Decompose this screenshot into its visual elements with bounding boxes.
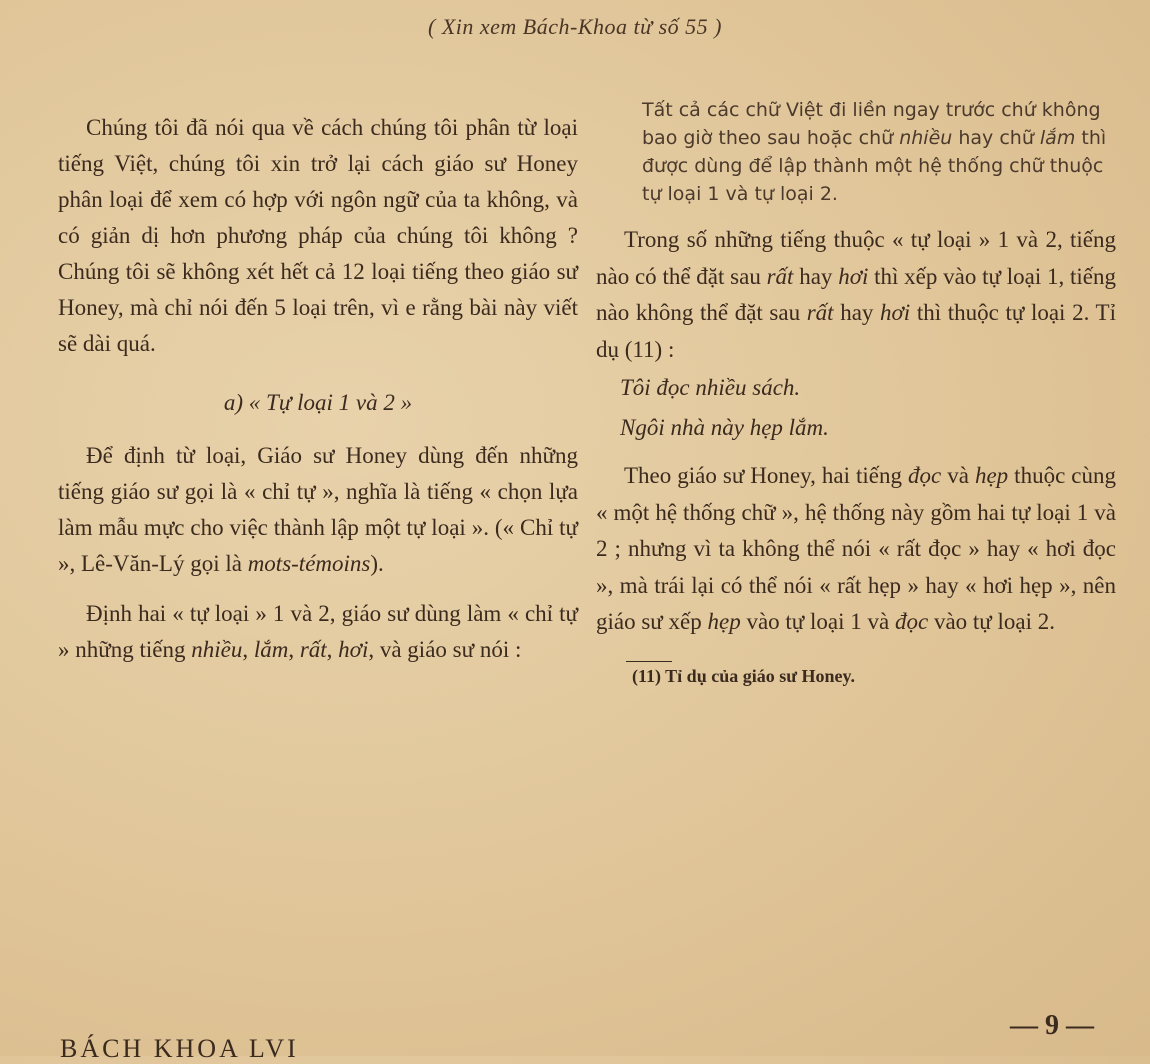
left-column (58, 110, 578, 668)
quotation-block: Tất cả các chữ Việt đi liền ngay trước chứ không bao giờ theo sau hoặc chữ nhiều hay chữ lắm thì được dùng để lập thành một hệ thống chữ thuộc tự loại 1 và tự loại 2. (642, 99, 1107, 205)
paragraph-trong-so: Trong số những tiếng thuộc « tự loại » 1 và 2, tiếng nào có thể đặt sau rất hay hơi thì xếp vào tự loại 1, tiếng nào không thể đặt sau rất hay hơi thì thuộc tự loại 2. Tỉ dụ (11) : (596, 227, 1117, 362)
footnote-rule (626, 661, 672, 662)
paragraph-theo-giao-su: Theo giáo sư Honey, hai tiếng đọc và hẹp thuộc cùng « một hệ thống chữ », hệ thống này gồm hai tự loại 1 và 2 ; nhưng vì ta không thể nói « rất đọc » hay « hơi đọc », mà trái lại có thể nói « rất hẹp » hay « hơi hẹp », nên giáo sư xếp hẹp vào tự loại 1 và đọc vào tự loại 2. (596, 463, 1116, 634)
footnote: (11) Tỉ dụ của giáo sư Honey. (632, 665, 856, 686)
example-sentence-1: Tôi đọc nhiều sách. (620, 375, 801, 400)
footer-publication: BÁCH KHOA LVI (60, 1034, 299, 1063)
section-subheading: a) « Tự loại 1 và 2 » (223, 390, 413, 415)
paragraph-intro: Chúng tôi đã nói qua về cách chúng tôi phân từ loại tiếng Việt, chúng tôi xin trở lại cách giáo sư Honey phân loại để xem có hợp với ngôn ngữ của ta không, và có giản dị hơn phương pháp của chúng tôi không ? Chúng tôi sẽ không xét hết cả 12 loại tiếng theo giáo sư Honey, mà chỉ nói đến 5 loại trên, vì e rằng bài này viết sẽ dài quá. (58, 115, 578, 356)
right-column (596, 96, 1116, 687)
continuation-note: ( Xin xem Bách-Khoa từ số 55 ) (428, 14, 722, 39)
example-sentence-2: Ngôi nhà này hẹp lắm. (620, 415, 829, 440)
page-number: — 9 — (1010, 1010, 1094, 1041)
paragraph-chi-tu: Để định từ loại, Giáo sư Honey dùng đến những tiếng giáo sư gọi là « chỉ tự », nghĩa là tiếng « chọn lựa làm mẫu mực cho việc thành lập một tự loại ». (« Chỉ tự », Lê-Văn-Lý gọi là mots-témoins). (58, 443, 578, 576)
paragraph-dinh-hai: Định hai « tự loại » 1 và 2, giáo sư dùng làm « chỉ tự » những tiếng nhiều, lắm, rất, hơi, và giáo sư nói : (58, 601, 578, 662)
